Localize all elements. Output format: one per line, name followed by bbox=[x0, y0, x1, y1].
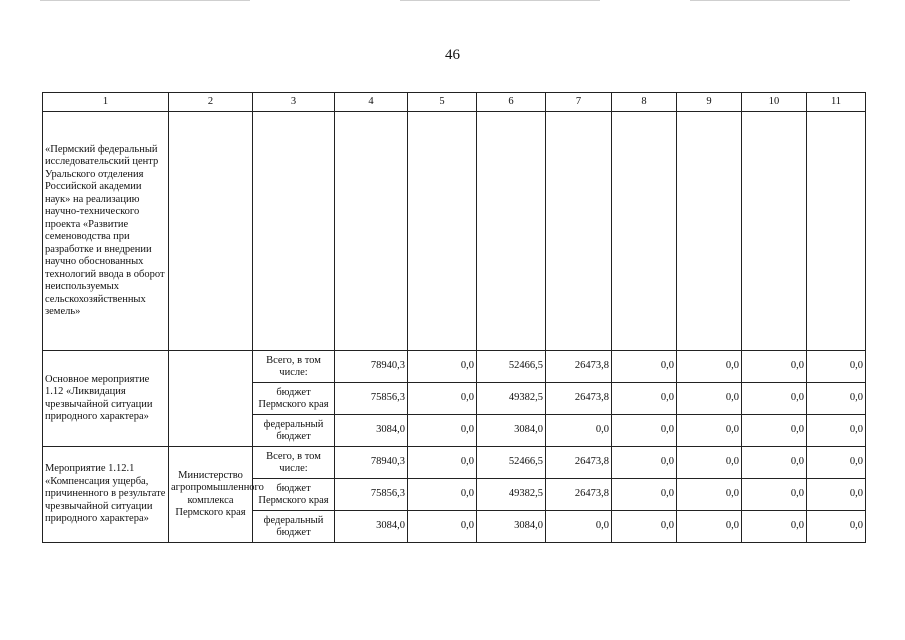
amount-cell: 0,0 bbox=[807, 447, 866, 479]
column-header: 10 bbox=[742, 93, 807, 112]
amount-cell: 0,0 bbox=[807, 383, 866, 415]
amount-cell: 0,0 bbox=[677, 351, 742, 383]
column-header: 8 bbox=[612, 93, 677, 112]
scan-artifact-line bbox=[40, 0, 250, 1]
amount-cell: 26473,8 bbox=[546, 447, 612, 479]
amount-cell: 0,0 bbox=[408, 511, 477, 543]
executor-cell bbox=[169, 351, 253, 447]
amount-cell: 49382,5 bbox=[477, 383, 546, 415]
amount-cell: 0,0 bbox=[408, 383, 477, 415]
column-header: 1 bbox=[43, 93, 169, 112]
amount-cell: 0,0 bbox=[546, 511, 612, 543]
empty-cell bbox=[742, 112, 807, 351]
amount-cell: 0,0 bbox=[408, 351, 477, 383]
amount-cell: 0,0 bbox=[408, 447, 477, 479]
table-row bbox=[43, 112, 866, 351]
funding-source-cell: бюджет Пермского края bbox=[253, 383, 335, 415]
amount-cell: 3084,0 bbox=[477, 511, 546, 543]
column-header: 9 bbox=[677, 93, 742, 112]
table-row bbox=[43, 351, 866, 383]
amount-cell: 0,0 bbox=[612, 383, 677, 415]
amount-cell: 75856,3 bbox=[335, 479, 408, 511]
measure-name-cell: Основное мероприятие 1.12 «Ликвидация чрезвычайной ситуации природного характера» bbox=[43, 351, 169, 447]
column-header: 7 bbox=[546, 93, 612, 112]
column-header: 4 bbox=[335, 93, 408, 112]
column-header: 5 bbox=[408, 93, 477, 112]
scan-artifact-line bbox=[690, 0, 850, 1]
empty-cell bbox=[807, 112, 866, 351]
amount-cell: 26473,8 bbox=[546, 479, 612, 511]
amount-cell: 52466,5 bbox=[477, 351, 546, 383]
amount-cell: 0,0 bbox=[807, 351, 866, 383]
scan-artifact-line bbox=[400, 0, 600, 1]
amount-cell: 0,0 bbox=[612, 351, 677, 383]
amount-cell: 0,0 bbox=[742, 447, 807, 479]
empty-cell bbox=[546, 112, 612, 351]
amount-cell: 78940,3 bbox=[335, 351, 408, 383]
amount-cell: 0,0 bbox=[677, 415, 742, 447]
amount-cell: 0,0 bbox=[546, 415, 612, 447]
column-header: 2 bbox=[169, 93, 253, 112]
amount-cell: 78940,3 bbox=[335, 447, 408, 479]
empty-cell bbox=[169, 112, 253, 351]
amount-cell: 0,0 bbox=[742, 351, 807, 383]
funding-source-cell: Всего, в том числе: bbox=[253, 447, 335, 479]
empty-cell bbox=[477, 112, 546, 351]
amount-cell: 3084,0 bbox=[335, 415, 408, 447]
funding-source-cell: бюджет Пермского края bbox=[253, 479, 335, 511]
amount-cell: 3084,0 bbox=[335, 511, 408, 543]
amount-cell: 0,0 bbox=[742, 479, 807, 511]
amount-cell: 3084,0 bbox=[477, 415, 546, 447]
amount-cell: 0,0 bbox=[612, 479, 677, 511]
funding-source-cell: Всего, в том числе: bbox=[253, 351, 335, 383]
column-number-row bbox=[43, 93, 866, 112]
empty-cell bbox=[253, 112, 335, 351]
amount-cell: 26473,8 bbox=[546, 383, 612, 415]
amount-cell: 0,0 bbox=[807, 415, 866, 447]
amount-cell: 0,0 bbox=[742, 415, 807, 447]
amount-cell: 0,0 bbox=[742, 511, 807, 543]
amount-cell: 49382,5 bbox=[477, 479, 546, 511]
empty-cell bbox=[677, 112, 742, 351]
amount-cell: 0,0 bbox=[408, 415, 477, 447]
amount-cell: 0,0 bbox=[742, 383, 807, 415]
amount-cell: 0,0 bbox=[408, 479, 477, 511]
column-header: 6 bbox=[477, 93, 546, 112]
amount-cell: 0,0 bbox=[612, 447, 677, 479]
amount-cell: 0,0 bbox=[807, 479, 866, 511]
amount-cell: 0,0 bbox=[677, 479, 742, 511]
executor-cell: Министерство агропромышленного комплекса Пермского края bbox=[169, 447, 253, 543]
amount-cell: 75856,3 bbox=[335, 383, 408, 415]
amount-cell: 0,0 bbox=[612, 511, 677, 543]
table-row bbox=[43, 447, 866, 479]
column-header: 11 bbox=[807, 93, 866, 112]
amount-cell: 0,0 bbox=[677, 511, 742, 543]
measure-name-cell: Мероприятие 1.12.1 «Компенсация ущерба, причиненного в результате чрезвычайной ситуации природного характера» bbox=[43, 447, 169, 543]
column-header: 3 bbox=[253, 93, 335, 112]
budget-table bbox=[42, 92, 866, 543]
amount-cell: 0,0 bbox=[677, 447, 742, 479]
empty-cell bbox=[408, 112, 477, 351]
empty-cell bbox=[612, 112, 677, 351]
funding-source-cell: федеральный бюджет bbox=[253, 511, 335, 543]
amount-cell: 52466,5 bbox=[477, 447, 546, 479]
program-name-cell: «Пермский федеральный исследовательский центр Уральского отделения Российской академии наук» на реализацию научно-технического проекта «Развитие семеноводства при разработке и внедрении научно обоснованных технологий ввода в оборот неиспользуемых сельскохозяйственных земель» bbox=[43, 112, 169, 351]
funding-source-cell: федеральный бюджет bbox=[253, 415, 335, 447]
page-number: 46 bbox=[445, 47, 460, 63]
amount-cell: 0,0 bbox=[677, 383, 742, 415]
amount-cell: 0,0 bbox=[612, 415, 677, 447]
amount-cell: 26473,8 bbox=[546, 351, 612, 383]
empty-cell bbox=[335, 112, 408, 351]
amount-cell: 0,0 bbox=[807, 511, 866, 543]
